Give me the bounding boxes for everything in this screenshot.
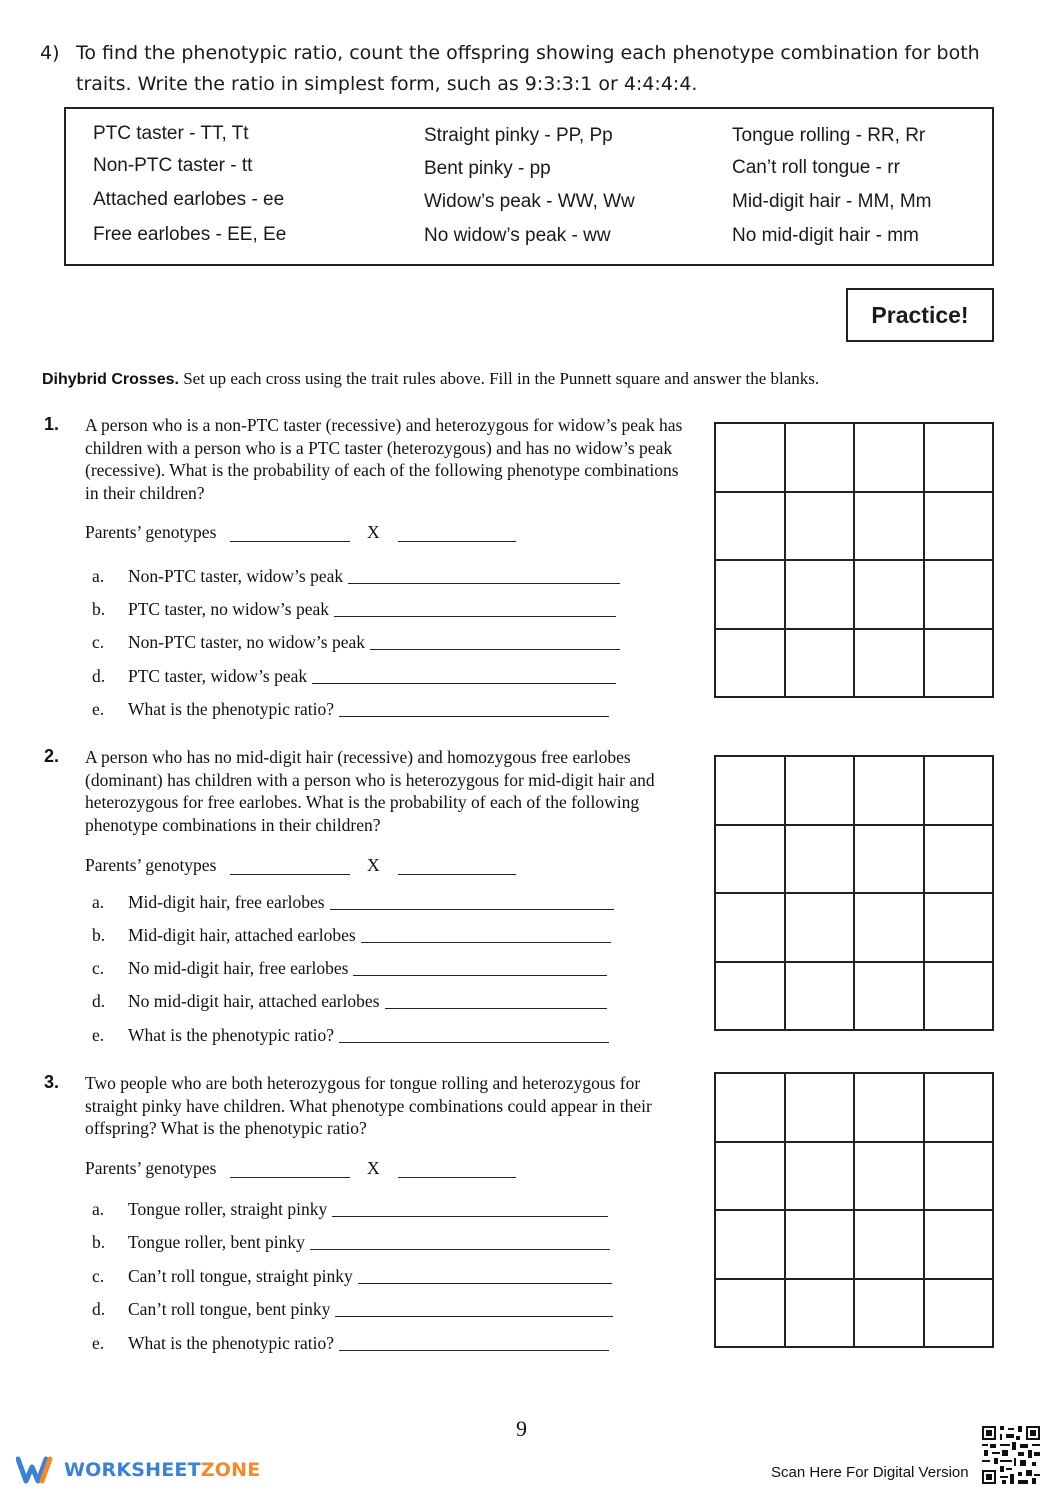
trait-item: Tongue rolling - RR, Rr	[732, 125, 926, 146]
cross-symbol: X	[367, 855, 380, 875]
punnett-cell[interactable]	[715, 629, 785, 698]
punnett-cell[interactable]	[924, 492, 994, 561]
trait-item: Free earlobes - EE, Ee	[93, 224, 287, 245]
problem-text: A person who is a non-PTC taster (recessive) and heterozygous for widow’s peak has children with a person who is a PTC taster (heterozygous) and has no widow’s peak (recessive). What is the probability of each of the following phenotype combinations in their children?	[85, 415, 683, 503]
answer-blank[interactable]	[312, 683, 616, 684]
answer-blank[interactable]	[370, 649, 620, 650]
question-letter: d.	[92, 1299, 106, 1319]
punnett-cell[interactable]	[785, 1142, 855, 1211]
problem-text: Two people who are both heterozygous for tongue rolling and heterozygous for straight pinky have children. What phenotype combinations could appear in their offspring? What is the phenotypic ratio?	[85, 1073, 652, 1139]
punnett-cell[interactable]	[854, 1279, 924, 1348]
punnett-cell[interactable]	[854, 1210, 924, 1279]
parents-genotypes-label: Parents’ genotypes	[85, 1158, 217, 1178]
dihybrid-instructions	[42, 369, 819, 389]
question-letter: a.	[92, 892, 105, 912]
question-text: Non-PTC taster, no widow’s peak	[128, 632, 365, 652]
answer-blank[interactable]	[385, 1008, 607, 1009]
punnett-cell[interactable]	[854, 962, 924, 1031]
question-text: No mid-digit hair, attached earlobes	[128, 991, 380, 1011]
punnett-cell[interactable]	[785, 756, 855, 825]
brand-name	[64, 1459, 260, 1481]
question-letter: a.	[92, 566, 105, 586]
punnett-square-3	[714, 1072, 994, 1348]
genotype-blank-2[interactable]	[398, 541, 516, 542]
punnett-cell[interactable]	[715, 1073, 785, 1142]
scan-for-digital-text: Scan Here For Digital Version	[771, 1464, 969, 1481]
punnett-cell[interactable]	[924, 1279, 994, 1348]
question-letter: c.	[92, 632, 105, 652]
punnett-cell[interactable]	[854, 1142, 924, 1211]
punnett-cell[interactable]	[924, 1073, 994, 1142]
problem-text: A person who has no mid-digit hair (recessive) and homozygous free earlobes (dominant) has children with a person who is heterozygous for mid-digit hair and heterozygous for free earlobes. What is the probability of each of the following phenotype combinations in their children?	[85, 747, 655, 835]
parents-genotypes-label: Parents’ genotypes	[85, 522, 217, 542]
answer-blank[interactable]	[335, 1316, 613, 1317]
question-letter: e.	[92, 1333, 105, 1353]
punnett-cell[interactable]	[715, 825, 785, 894]
trait-item: Widow’s peak - WW, Ww	[424, 191, 635, 212]
question-letter: a.	[92, 1199, 105, 1219]
question-text: Non-PTC taster, widow’s peak	[128, 566, 344, 586]
answer-blank[interactable]	[348, 583, 620, 584]
question-text: No mid-digit hair, free earlobes	[128, 958, 349, 978]
punnett-cell[interactable]	[924, 1210, 994, 1279]
answer-blank[interactable]	[361, 942, 611, 943]
instructions-heading: Dihybrid Crosses.	[42, 371, 179, 388]
genotype-blank-1[interactable]	[230, 541, 350, 542]
question-letter: b.	[92, 925, 106, 945]
question-text: PTC taster, widow’s peak	[128, 666, 308, 686]
cross-symbol: X	[367, 1158, 380, 1178]
question-text: Mid-digit hair, free earlobes	[128, 892, 325, 912]
question-letter: e.	[92, 1025, 105, 1045]
question-letter: c.	[92, 1266, 105, 1286]
brand-part-2: ZONE	[200, 1459, 261, 1481]
punnett-cell[interactable]	[785, 962, 855, 1031]
punnett-cell[interactable]	[785, 825, 855, 894]
punnett-cell[interactable]	[715, 560, 785, 629]
punnett-cell[interactable]	[924, 756, 994, 825]
trait-item: PTC taster - TT, Tt	[93, 123, 249, 144]
punnett-cell[interactable]	[715, 756, 785, 825]
punnett-cell[interactable]	[785, 629, 855, 698]
trait-item: Bent pinky - pp	[424, 158, 551, 179]
punnett-cell[interactable]	[785, 423, 855, 492]
punnett-cell[interactable]	[785, 1279, 855, 1348]
punnett-cell[interactable]	[715, 423, 785, 492]
cross-symbol: X	[367, 522, 380, 542]
punnett-cell[interactable]	[785, 560, 855, 629]
punnett-cell[interactable]	[854, 560, 924, 629]
punnett-cell[interactable]	[924, 1142, 994, 1211]
worksheetzone-logo[interactable]	[16, 1452, 260, 1488]
genotype-blank-1[interactable]	[230, 874, 350, 875]
punnett-cell[interactable]	[715, 1210, 785, 1279]
question-text: What is the phenotypic ratio?	[128, 699, 335, 719]
question-letter: b.	[92, 1232, 106, 1252]
answer-blank[interactable]	[334, 616, 616, 617]
worksheetzone-logo-icon	[16, 1455, 58, 1485]
trait-key-box	[64, 107, 994, 266]
punnett-cell[interactable]	[785, 893, 855, 962]
answer-blank[interactable]	[358, 1283, 612, 1284]
punnett-cell[interactable]	[854, 492, 924, 561]
trait-item: Can’t roll tongue - rr	[732, 157, 900, 178]
genotype-blank-1[interactable]	[230, 1177, 350, 1178]
punnett-square-2	[714, 755, 994, 1031]
parents-genotypes-label: Parents’ genotypes	[85, 855, 217, 875]
punnett-cell[interactable]	[785, 1210, 855, 1279]
punnett-cell[interactable]	[924, 825, 994, 894]
problem-number: 1.	[44, 414, 60, 434]
practice-badge: Practice!	[846, 288, 994, 342]
punnett-cell[interactable]	[715, 962, 785, 1031]
punnett-cell[interactable]	[715, 893, 785, 962]
punnett-cell[interactable]	[715, 492, 785, 561]
question-text: What is the phenotypic ratio?	[128, 1025, 335, 1045]
question-letter: d.	[92, 666, 106, 686]
genotype-blank-2[interactable]	[398, 874, 516, 875]
trait-item: No widow’s peak - ww	[424, 225, 611, 246]
punnett-cell[interactable]	[854, 629, 924, 698]
genotype-blank-2[interactable]	[398, 1177, 516, 1178]
question-text: Tongue roller, bent pinky	[128, 1232, 305, 1252]
question-text: What is the phenotypic ratio?	[128, 1333, 335, 1353]
qr-code-icon[interactable]	[982, 1426, 1040, 1484]
question-text: Mid-digit hair, attached earlobes	[128, 925, 356, 945]
punnett-cell[interactable]	[924, 893, 994, 962]
question-letter: d.	[92, 991, 106, 1011]
punnett-cell[interactable]	[924, 560, 994, 629]
punnett-cell[interactable]	[854, 423, 924, 492]
question-text: Tongue roller, straight pinky	[128, 1199, 328, 1219]
punnett-cell[interactable]	[785, 492, 855, 561]
page-number: 9	[516, 1416, 527, 1441]
question-text: PTC taster, no widow’s peak	[128, 599, 330, 619]
punnett-cell[interactable]	[924, 962, 994, 1031]
step-text: To find the phenotypic ratio, count the offspring showing each phenotype combination for both traits. Write the ratio in simplest form, such as 9:3:3:1 or 4:4:4:4.	[76, 42, 980, 95]
punnett-cell[interactable]	[854, 825, 924, 894]
trait-item: No mid-digit hair - mm	[732, 225, 919, 246]
answer-blank[interactable]	[339, 1350, 609, 1351]
brand-part-1: WORKSHEET	[64, 1459, 201, 1481]
trait-item: Mid-digit hair - MM, Mm	[732, 191, 932, 212]
question-letter: e.	[92, 699, 105, 719]
answer-blank[interactable]	[339, 1042, 609, 1043]
answer-blank[interactable]	[330, 909, 614, 910]
punnett-cell[interactable]	[924, 629, 994, 698]
answer-blank[interactable]	[353, 975, 607, 976]
punnett-cell[interactable]	[715, 1279, 785, 1348]
question-letter: b.	[92, 599, 106, 619]
punnett-square-1	[714, 422, 994, 698]
punnett-cell[interactable]	[854, 756, 924, 825]
answer-blank[interactable]	[310, 1249, 610, 1250]
answer-blank[interactable]	[332, 1216, 608, 1217]
punnett-cell[interactable]	[854, 1073, 924, 1142]
question-text: Can’t roll tongue, straight pinky	[128, 1266, 353, 1286]
punnett-cell[interactable]	[715, 1142, 785, 1211]
trait-item: Attached earlobes - ee	[93, 189, 285, 210]
question-letter: c.	[92, 958, 105, 978]
punnett-cell[interactable]	[854, 893, 924, 962]
punnett-cell[interactable]	[785, 1073, 855, 1142]
trait-item: Non-PTC taster - tt	[93, 155, 253, 176]
problem-number: 2.	[44, 746, 60, 766]
answer-blank[interactable]	[339, 716, 609, 717]
problem-number: 3.	[44, 1072, 60, 1092]
trait-item: Straight pinky - PP, Pp	[424, 125, 613, 146]
question-text: Can’t roll tongue, bent pinky	[128, 1299, 331, 1319]
step-number: 4)	[40, 42, 60, 64]
instructions-text: Set up each cross using the trait rules above. Fill in the Punnett square and answer the blanks.	[183, 369, 820, 388]
punnett-cell[interactable]	[924, 423, 994, 492]
